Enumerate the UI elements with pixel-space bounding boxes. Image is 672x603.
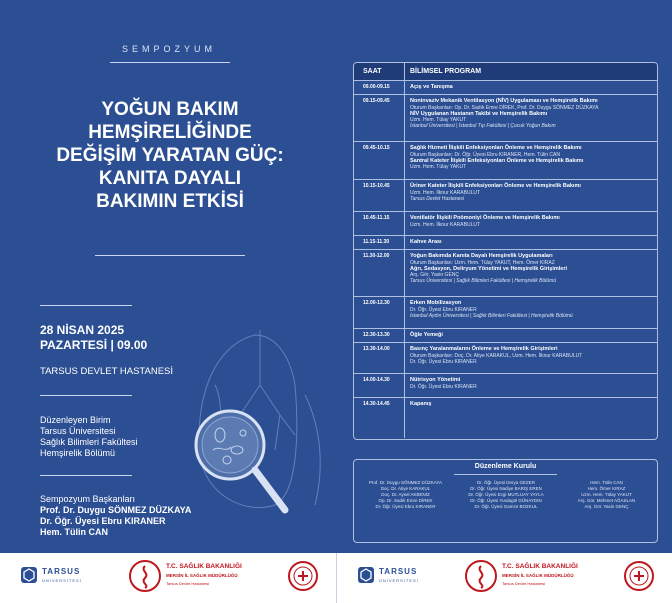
session-title: Kapanış	[410, 401, 432, 407]
table-row	[354, 398, 657, 411]
organizer-line: Hemşirelik Bölümü	[40, 448, 116, 458]
tarsus-logo-text: TARSUS	[42, 567, 81, 576]
ministry-title: T.C. SAĞLIK BAKANLIĞI	[166, 563, 242, 570]
row-content	[410, 239, 651, 246]
table-row	[354, 329, 657, 343]
speaker-line: Dr. Öğr. Üyesi Ebru KIRANER	[410, 306, 477, 313]
row-content	[410, 401, 651, 408]
row-content	[410, 253, 651, 284]
session-title: Öğle Yemeği	[410, 332, 443, 338]
committee-member: Doç. Dr. Aysel AKBENİZ	[381, 492, 430, 497]
row-content	[410, 332, 651, 339]
committee-member: Prof. Dr. Duygu SÖNMEZ DÜZKAYA	[368, 480, 443, 485]
table-row	[354, 95, 657, 142]
chair-name: Hem. Tülin CAN	[40, 527, 109, 537]
left-panel	[0, 0, 338, 553]
table-row	[354, 236, 657, 250]
row-time: 14.30-14.45	[363, 401, 390, 407]
row-content	[410, 300, 651, 319]
row-time: 09.15-09.45	[363, 98, 390, 104]
session-title: Sağlık Hizmeti İlişkili Enfeksiyonları Önleme ve Hemşirelik Bakımı	[410, 145, 582, 151]
ministry-title: T.C. SAĞLIK BAKANLIĞI	[502, 563, 578, 570]
session-title: Santral Kateter İlişkili Enfeksiyonları Önleme ve Hemşirelik Bakımı	[410, 157, 584, 164]
ministry-subtitle: MERSİN İL SAĞLIK MÜDÜRLÜĞÜ	[502, 573, 574, 578]
ministry-of-health-logo	[464, 559, 498, 593]
speaker-line: Oturum Başkanları: Uzm. Hem. Tülay YAKUT, Hem. Ömer KIRAZ	[410, 259, 555, 266]
session-title: Üriner Kateter İlişkili Enfeksiyonları Önleme ve Hemşirelik Bakımı	[410, 183, 581, 189]
committee-member: Dr. Öğr. Üyesi Yurdagül GÜNAYDIN	[470, 498, 542, 503]
institution-line: İstanbul Aydın Üniversitesi | Sağlık Bilimleri Fakültesi | Hemşirelik Bölümü	[410, 312, 573, 319]
divider	[336, 553, 337, 603]
row-time: 10.15-10.45	[363, 183, 390, 189]
tarsus-university-logo	[20, 566, 38, 584]
event-title	[20, 98, 320, 213]
organizer-line: Tarsus Üniversitesi	[40, 426, 116, 436]
divider	[40, 395, 132, 396]
title-line: BAKIMIN ETKİSİ	[96, 191, 244, 212]
committee-box	[353, 459, 658, 543]
event-day-time: PAZARTESİ | 09.00	[40, 338, 148, 352]
col-header-time: SAAT	[363, 68, 382, 75]
divider	[110, 62, 230, 63]
committee-member: Hem. Ömer KIRAZ	[587, 486, 626, 491]
committee-member: Op. Dr. Sadık Emre DİREK	[378, 498, 433, 503]
divider	[95, 255, 245, 256]
committee-column	[559, 480, 654, 510]
lungs-magnifier-illustration	[185, 325, 335, 553]
ministry-subtitle: MERSİN İL SAĞLIK MÜDÜRLÜĞÜ	[166, 573, 238, 578]
session-title: Yoğun Bakımda Kanıta Dayalı Hemşirelik Uygulamaları	[410, 253, 553, 259]
row-time: 13.30-14.00	[363, 346, 390, 352]
committee-column	[358, 480, 453, 510]
table-row	[354, 142, 657, 180]
divider	[40, 475, 132, 476]
title-line: YOĞUN BAKIM	[101, 99, 239, 120]
speaker-line: Dr. Öğr. Üyesi Ebru KIRANER	[410, 358, 477, 365]
speaker-line: Dr. Öğr. Üyesi Ebru KIRANER	[410, 383, 477, 390]
speaker-line: Oturum Başkanları: Dr. Öğr. Üyesi Ebru KIRANER, Hem. Tülin CAN	[410, 151, 560, 158]
committee-column	[456, 480, 556, 510]
row-time: 12.30-13.30	[363, 332, 390, 338]
row-content	[410, 377, 651, 390]
session-title: Ventilatör İlişkili Pnömoniyi Önleme ve Hemşirelik Bakımı	[410, 215, 560, 221]
committee-member: Arş. Gör. Yasin GENÇ	[584, 504, 629, 509]
committee-member: Uzm. Hem. Tülay YAKUT	[581, 492, 632, 497]
tarsus-university-logo	[357, 566, 375, 584]
title-line: DEĞİŞİM YARATAN GÜÇ:	[56, 145, 284, 166]
title-line: KANITA DAYALI	[98, 168, 242, 189]
chair-name: Prof. Dr. Duygu SÖNMEZ DÜZKAYA	[40, 505, 192, 515]
column-divider	[404, 62, 405, 438]
institution-line: İstanbul Üniversitesi | İstanbul Tıp Fakültesi | Çocuk Yoğun Bakım	[410, 123, 556, 129]
col-header-program: BİLİMSEL PROGRAM	[410, 68, 482, 75]
session-title: Kahve Arası	[410, 239, 442, 245]
speaker-line: Arş. Gör. Yasin GENÇ	[410, 272, 459, 278]
row-time: 09.45-10.15	[363, 145, 390, 151]
chairs-heading: Sempozyum Başkanları	[40, 494, 136, 504]
row-content	[410, 183, 651, 202]
committee-member: Doç. Dr. Atiye KARAKUL	[380, 486, 431, 491]
institution-line: Tarsus Üniversitesi | Sağlık Bilimleri Fakültesi | Hemşirelik Bölümü	[410, 278, 557, 284]
table-row	[354, 250, 657, 297]
committee-member: Dr. Öğr. Üyesi Derya GEZER	[476, 480, 535, 485]
row-time: 14.00-14.30	[363, 377, 390, 383]
tarsus-logo-text: TARSUS	[379, 567, 418, 576]
tarsus-logo-subtext: ÜNİVERSİTESİ	[42, 578, 82, 583]
table-row	[354, 297, 657, 329]
table-row	[354, 212, 657, 236]
speaker-line: Uzm. Hem. İlknur KARABULUT	[410, 189, 481, 196]
committee-member: Dr. Öğr. Üyesi Ezgi MUTLUAY YAYLA	[468, 492, 544, 497]
row-time: 11.15-11.30	[363, 239, 390, 245]
hospital-seal-logo	[623, 560, 655, 592]
ministry-hospital: Tarsus Devlet Hastanesi	[166, 581, 210, 586]
event-type: SEMPOZYUM	[121, 44, 216, 54]
institution-line: Tarsus Devlet Hastanesi	[410, 195, 465, 202]
committee-member: Hem. Tülin CAN	[590, 480, 623, 485]
row-content	[410, 145, 651, 170]
row-time: 11.30-12.00	[363, 253, 390, 259]
program-table	[353, 62, 658, 440]
speaker-line: Oturum Başkanları: Doç. Dr. Atiye KARAKUL, Uzm. Hem. İlknur KARABULUT	[410, 352, 583, 359]
ministry-of-health-logo	[128, 559, 162, 593]
committee-member: Dr. Öğr. Üyesi Gamze BOZKUL	[474, 504, 538, 509]
session-title: Ağrı, Sedasyon, Deliryum Yönetimi ve Hemşirelik Girişimleri	[410, 265, 568, 272]
divider	[454, 474, 557, 475]
row-time: 12.00-12.30	[363, 300, 390, 306]
ministry-hospital: Tarsus Devlet Hastanesi	[502, 581, 546, 586]
row-content	[410, 346, 651, 365]
row-time: 10.45-11.15	[363, 215, 390, 221]
table-header	[354, 63, 657, 81]
table-body	[354, 81, 657, 411]
session-title: Erken Mobilizasyon	[410, 300, 462, 306]
tarsus-logo-subtext: ÜNİVERSİTESİ	[379, 578, 419, 583]
table-row	[354, 81, 657, 95]
organizer-heading: Düzenleyen Birim	[40, 415, 111, 425]
row-time: 09.00-09.15	[363, 84, 390, 90]
speaker-line: Oturum Başkanları: Op. Dr. Sadık Emre DİREK, Prof. Dr. Duygu SÖNMEZ DÜZKAYA	[410, 104, 599, 111]
session-title: Nütrisyon Yönetimi	[410, 377, 461, 383]
session-title: Açış ve Tanışma	[410, 84, 453, 90]
committee-member: Arş. Gör. Mehmet AĞASLAN	[577, 498, 636, 503]
speaker-line: Uzm. Hem. Tülay YAKUT	[410, 164, 467, 170]
table-row	[354, 180, 657, 212]
speaker-line: Uzm. Hem. İlknur KARABULUT	[410, 221, 481, 228]
title-line: HEMŞİRELİĞİNDE	[88, 122, 252, 143]
row-content	[410, 98, 651, 129]
event-venue: TARSUS DEVLET HASTANESİ	[40, 366, 174, 377]
session-title: NİV Uygulanan Hastanın Takibi ve Hemşirelik Bakımı	[410, 110, 548, 117]
committee-title: Düzenleme Kurulu	[474, 463, 537, 470]
table-row	[354, 343, 657, 374]
chair-name: Dr. Öğr. Üyesi Ebru KIRANER	[40, 516, 166, 526]
organizer-line: Sağlık Bilimleri Fakültesi	[40, 437, 138, 447]
divider	[40, 305, 132, 306]
session-title: Basınç Yaralanmalarını Önleme ve Hemşirelik Girişimleri	[410, 346, 558, 352]
table-row	[354, 374, 657, 398]
hospital-seal-logo	[287, 560, 319, 592]
speaker-line: Uzm. Hem. Tülay YAKUT	[410, 117, 467, 123]
row-content	[410, 84, 651, 91]
committee-member: Dr. Öğr. Üyesi Nadiye BARIŞ EREN	[470, 486, 542, 491]
committee-member: Dr. Öğr. Üyesi Ebru KIRANER	[375, 504, 436, 509]
row-content	[410, 215, 651, 228]
event-date: 28 NİSAN 2025	[40, 323, 125, 337]
session-title: Noninvaziv Mekanik Ventilasyon (NİV) Uygulaması ve Hemşirelik Bakımı	[410, 98, 598, 104]
